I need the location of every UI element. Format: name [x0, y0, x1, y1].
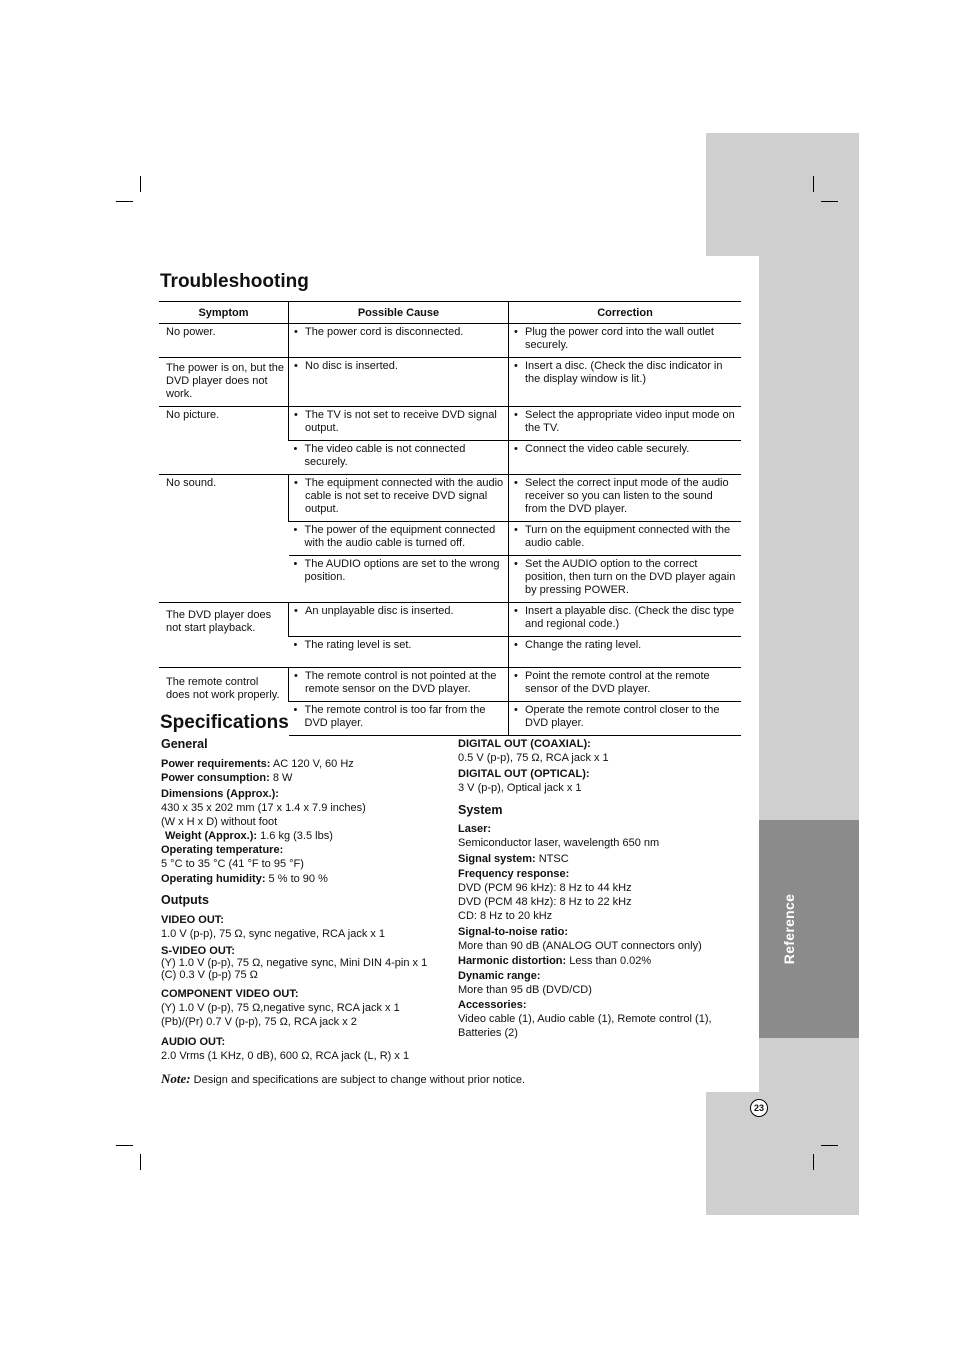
signal-system: Signal system: NTSC: [458, 853, 569, 865]
signal-to-noise-value: More than 90 dB (ANALOG OUT connectors only): [458, 940, 702, 952]
header-possible-cause: Possible Cause: [289, 302, 509, 324]
symptom-cell: No picture.: [159, 407, 289, 475]
cause-cell: • The remote control is too far from the DVD player.: [289, 702, 509, 736]
laser-label: Laser:: [458, 823, 492, 835]
component-video-out-value-pbpr: (Pb)/(Pr) 0.7 V (p-p), 75 Ω, RCA jack x 2: [161, 1016, 357, 1028]
cause-cell: • The power of the equipment connected with the audio cable is turned off.: [289, 522, 509, 556]
digital-out-coaxial-label: DIGITAL OUT (COAXIAL):: [458, 738, 591, 750]
digital-out-coaxial-value: 0.5 V (p-p), 75 Ω, RCA jack x 1: [458, 752, 609, 764]
crop-mark: [116, 201, 133, 202]
frequency-response-value: CD: 8 Hz to 20 kHz: [458, 910, 553, 922]
specifications-title: Specifications: [160, 712, 289, 733]
note: [161, 1071, 525, 1087]
table-row: [159, 324, 741, 358]
correction-cell: • Plug the power cord into the wall outlet securely.: [509, 324, 742, 358]
crop-mark: [140, 176, 141, 192]
dimensions-label: Dimensions (Approx.):: [161, 788, 279, 800]
outputs-heading: Outputs: [161, 893, 209, 907]
correction-cell: • Point the remote control at the remote sensor of the DVD player.: [509, 668, 742, 702]
crop-mark: [813, 1154, 814, 1170]
cause-cell: • The power cord is disconnected.: [289, 324, 509, 358]
symptom-cell: No power.: [159, 324, 289, 358]
component-video-out-label: COMPONENT VIDEO OUT:: [161, 988, 299, 1000]
crop-mark: [821, 1145, 838, 1146]
accessories-value: Video cable (1), Audio cable (1), Remote control (1),: [458, 1013, 712, 1025]
correction-cell: • Operate the remote control closer to the DVD player.: [509, 702, 742, 736]
crop-mark: [821, 201, 838, 202]
table-row: [159, 358, 741, 407]
table-row: [159, 603, 741, 637]
side-tab-top: [706, 133, 859, 256]
accessories-label: Accessories:: [458, 999, 527, 1011]
system-heading: System: [458, 803, 503, 817]
video-out-value: 1.0 V (p-p), 75 Ω, sync negative, RCA jack x 1: [161, 928, 386, 940]
correction-cell: • Change the rating level.: [509, 637, 742, 668]
s-video-out-value-c: (C) 0.3 V (p-p) 75 Ω: [161, 969, 258, 981]
correction-cell: • Select the appropriate video input mode on the TV.: [509, 407, 742, 441]
cause-cell: • The remote control is not pointed at the remote sensor on the DVD player.: [289, 668, 509, 702]
crop-mark: [813, 176, 814, 192]
s-video-out-label: S-VIDEO OUT:: [161, 945, 235, 957]
power-consumption: Power consumption: 8 W: [161, 772, 293, 784]
audio-out-label: AUDIO OUT:: [161, 1036, 226, 1048]
specs-left-column: [161, 737, 451, 1063]
dimensions-note: (W x H x D) without foot: [161, 816, 278, 828]
crop-mark: [140, 1154, 141, 1170]
page-number: 23: [750, 1099, 768, 1117]
cause-cell: • An unplayable disc is inserted.: [289, 603, 509, 637]
power-requirements: Power requirements: AC 120 V, 60 Hz: [161, 758, 354, 770]
symptom-cell: The power is on, but the DVD player does not work.: [159, 358, 289, 407]
note-label: Note:: [161, 1071, 191, 1086]
table-row: [159, 407, 741, 441]
dimensions-value: 430 x 35 x 202 mm (17 x 1.4 x 7.9 inches): [161, 802, 366, 814]
troubleshooting-table: [159, 301, 741, 736]
frequency-response-value: DVD (PCM 48 kHz): 8 Hz to 22 kHz: [458, 896, 632, 908]
s-video-out-value: (Y) 1.0 V (p-p), 75 Ω, negative sync, Mini DIN 4-pin x 1: [161, 957, 428, 969]
cause-cell: • No disc is inserted.: [289, 358, 509, 407]
side-tab-bottom: [706, 1092, 859, 1215]
correction-cell: • Insert a playable disc. (Check the disc type and regional code.): [509, 603, 742, 637]
table-row: [159, 668, 741, 702]
temperature-label: Operating temperature:: [161, 844, 284, 856]
table-header-row: [159, 302, 741, 324]
troubleshooting-title: Troubleshooting: [160, 271, 309, 292]
video-out-label: VIDEO OUT:: [161, 914, 224, 926]
general-heading: General: [161, 737, 208, 751]
crop-mark: [116, 1145, 133, 1146]
side-tab-label: Reference: [781, 893, 797, 965]
audio-out-value: 2.0 Vrms (1 KHz, 0 dB), 600 Ω, RCA jack (L, R) x 1: [161, 1050, 410, 1062]
correction-cell: • Set the AUDIO option to the correct position, then turn on the DVD player again by pressing POWER.: [509, 556, 742, 603]
digital-out-optical-label: DIGITAL OUT (OPTICAL):: [458, 768, 590, 780]
correction-cell: • Connect the video cable securely.: [509, 441, 742, 475]
signal-to-noise-label: Signal-to-noise ratio:: [458, 926, 568, 938]
temperature-value: 5 °C to 35 °C (41 °F to 95 °F): [161, 858, 304, 870]
dynamic-range-value: More than 95 dB (DVD/CD): [458, 984, 592, 996]
symptom-cell: The remote control does not work properly.: [159, 668, 289, 736]
symptom-cell: No sound.: [159, 475, 289, 603]
correction-cell: • Turn on the equipment connected with the audio cable.: [509, 522, 742, 556]
weight: Weight (Approx.): 1.6 kg (3.5 lbs): [165, 830, 333, 842]
correction-cell: • Insert a disc. (Check the disc indicator in the display window is lit.): [509, 358, 742, 407]
cause-cell: • The TV is not set to receive DVD signal output.: [289, 407, 509, 441]
cause-cell: • The equipment connected with the audio cable is not set to receive DVD signal output.: [289, 475, 509, 522]
correction-cell: • Select the correct input mode of the audio receiver so you can listen to the sound from the DVD player.: [509, 475, 742, 522]
accessories-value-cont: Batteries (2): [458, 1027, 518, 1039]
cause-cell: • The rating level is set.: [289, 637, 509, 668]
laser-value: Semiconductor laser, wavelength 650 nm: [458, 837, 660, 849]
cause-cell: • The AUDIO options are set to the wrong position.: [289, 556, 509, 603]
note-text: Design and specifications are subject to change without prior notice.: [190, 1074, 526, 1086]
table-row: [159, 475, 741, 522]
dynamic-range-label: Dynamic range:: [458, 970, 541, 982]
cause-cell: • The video cable is not connected securely.: [289, 441, 509, 475]
header-correction: Correction: [509, 302, 742, 324]
digital-out-optical-value: 3 V (p-p), Optical jack x 1: [458, 782, 582, 794]
harmonic-distortion: Harmonic distortion: Less than 0.02%: [458, 955, 652, 967]
specs-right-column: [458, 737, 738, 1040]
symptom-cell: The DVD player does not start playback.: [159, 603, 289, 668]
header-symptom: Symptom: [159, 302, 289, 324]
frequency-response-label: Frequency response:: [458, 868, 570, 880]
frequency-response-value: DVD (PCM 96 kHz): 8 Hz to 44 kHz: [458, 882, 632, 894]
component-video-out-value: (Y) 1.0 V (p-p), 75 Ω,negative sync, RCA jack x 1: [161, 1002, 400, 1014]
humidity: Operating humidity: 5 % to 90 %: [161, 873, 328, 885]
